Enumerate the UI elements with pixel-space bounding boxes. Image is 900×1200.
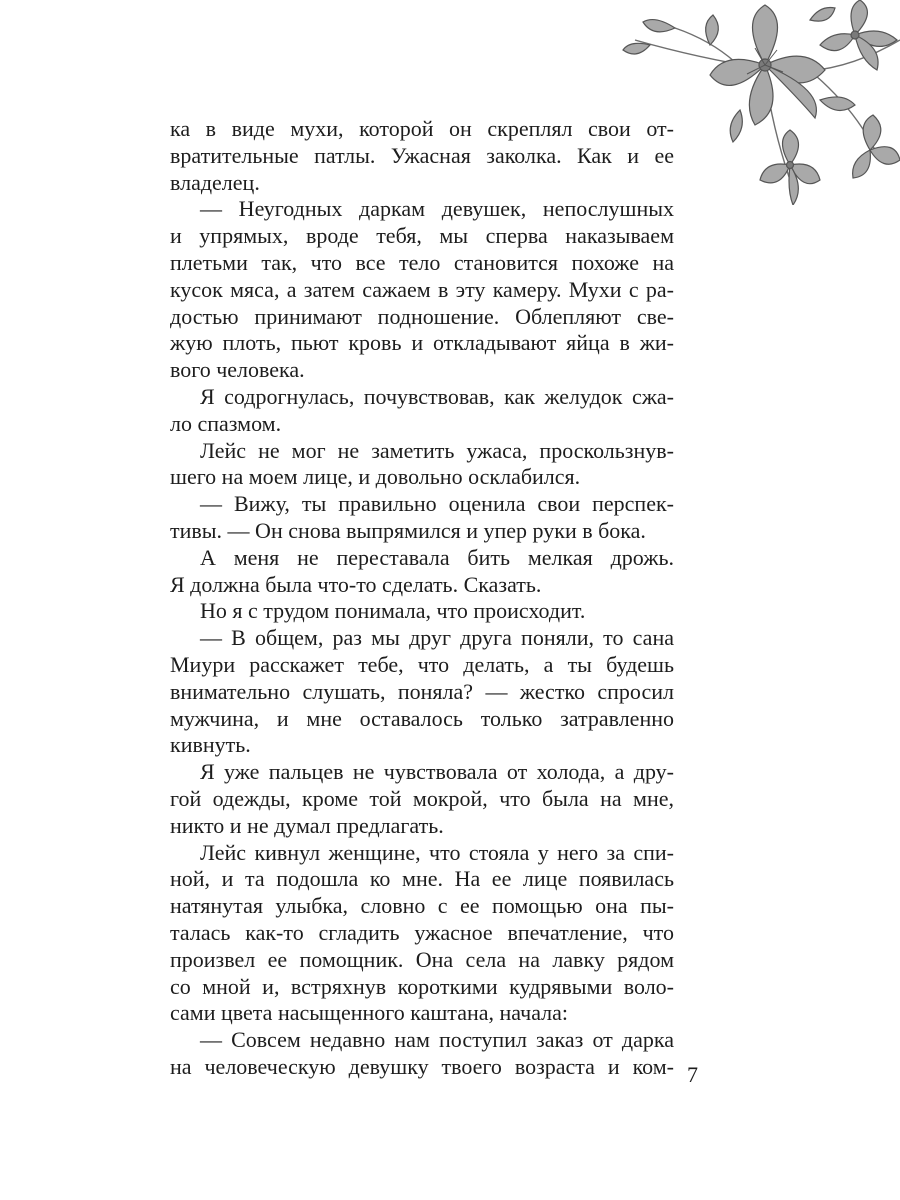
text-line: на человеческую девушку твоего возраста и ком- [170, 1053, 674, 1079]
text-line: Но я с трудом понимала, что происходит. [200, 598, 586, 624]
text-line: Лейс кивнул женщине, что стояла у него за спи- [200, 839, 674, 865]
text-line: Я должна была что-то сделать. Сказать. [170, 571, 542, 597]
text-line: — Неугодных даркам девушек, непослушных [200, 196, 674, 222]
text-line: вратительные патлы. Ужасная заколка. Как и ее [170, 142, 674, 168]
text-line: кивнуть. [170, 732, 251, 758]
text-line: ка в виде мухи, которой он скреплял свои от- [170, 116, 674, 141]
text-line: гой одежды, кроме той мокрой, что была на мне, [170, 785, 674, 811]
text-line: произвел ее помощник. Она села на лавку рядом [170, 946, 674, 972]
text-line: — Совсем недавно нам поступил заказ от дарка [200, 1027, 674, 1053]
text-line: сами цвета насыщенного каштана, начала: [170, 1000, 569, 1026]
text-line: кусок мяса, а затем сажаем в эту камеру. Мухи с ра- [170, 276, 674, 302]
text-line: никто и не думал предлагать. [170, 812, 444, 838]
text-line: владелец. [170, 169, 260, 195]
text-line: Лейс не мог не заметить ужаса, проскользнув- [200, 437, 674, 463]
text-line: вого человека. [170, 357, 305, 383]
text-line: талась как-то сгладить ужасное впечатление, что [170, 919, 674, 945]
text-line: ной, и та подошла ко мне. На ее лице появилась [170, 866, 674, 892]
text-line: и упрямых, вроде тебя, мы сперва наказываем [170, 223, 674, 249]
text-line: жую плоть, пьют кровь и откладывают яйца в жи- [170, 330, 674, 356]
text-line: Я содрогнулась, почувствовав, как желудок сжа- [200, 383, 674, 409]
text-line: Я уже пальцев не чувствовала от холода, а дру- [200, 759, 674, 785]
text-line: мужчина, и мне оставалось только затравленно [170, 705, 674, 731]
text-line: ло спазмом. [170, 410, 282, 436]
text-line: Миури расскажет тебе, что делать, а ты будешь [170, 651, 674, 677]
text-line: внимательно слушать, поняла? — жестко спросил [170, 678, 674, 704]
text-line: — В общем, раз мы друг друга поняли, то сана [200, 625, 674, 651]
text-line: со мной и, встряхнув короткими кудрявыми воло- [170, 973, 674, 999]
text-line: достью принимают подношение. Облепляют све- [170, 303, 674, 329]
text-line: плетьми так, что все тело становится похоже на [170, 249, 674, 275]
page-number: 7 [687, 1062, 698, 1087]
text-line: А меня не переставала бить мелкая дрожь. [200, 544, 674, 570]
text-line: — Вижу, ты правильно оценила свои перспек- [200, 491, 674, 517]
body-text [170, 116, 674, 1081]
text-line: натянутая улыбка, словно с ее помощью она пы- [170, 893, 674, 919]
text-line: шего на моем лице, и довольно осклабился. [170, 464, 581, 490]
text-line: тивы. — Он снова выпрямился и упер руки в бока. [170, 517, 646, 543]
